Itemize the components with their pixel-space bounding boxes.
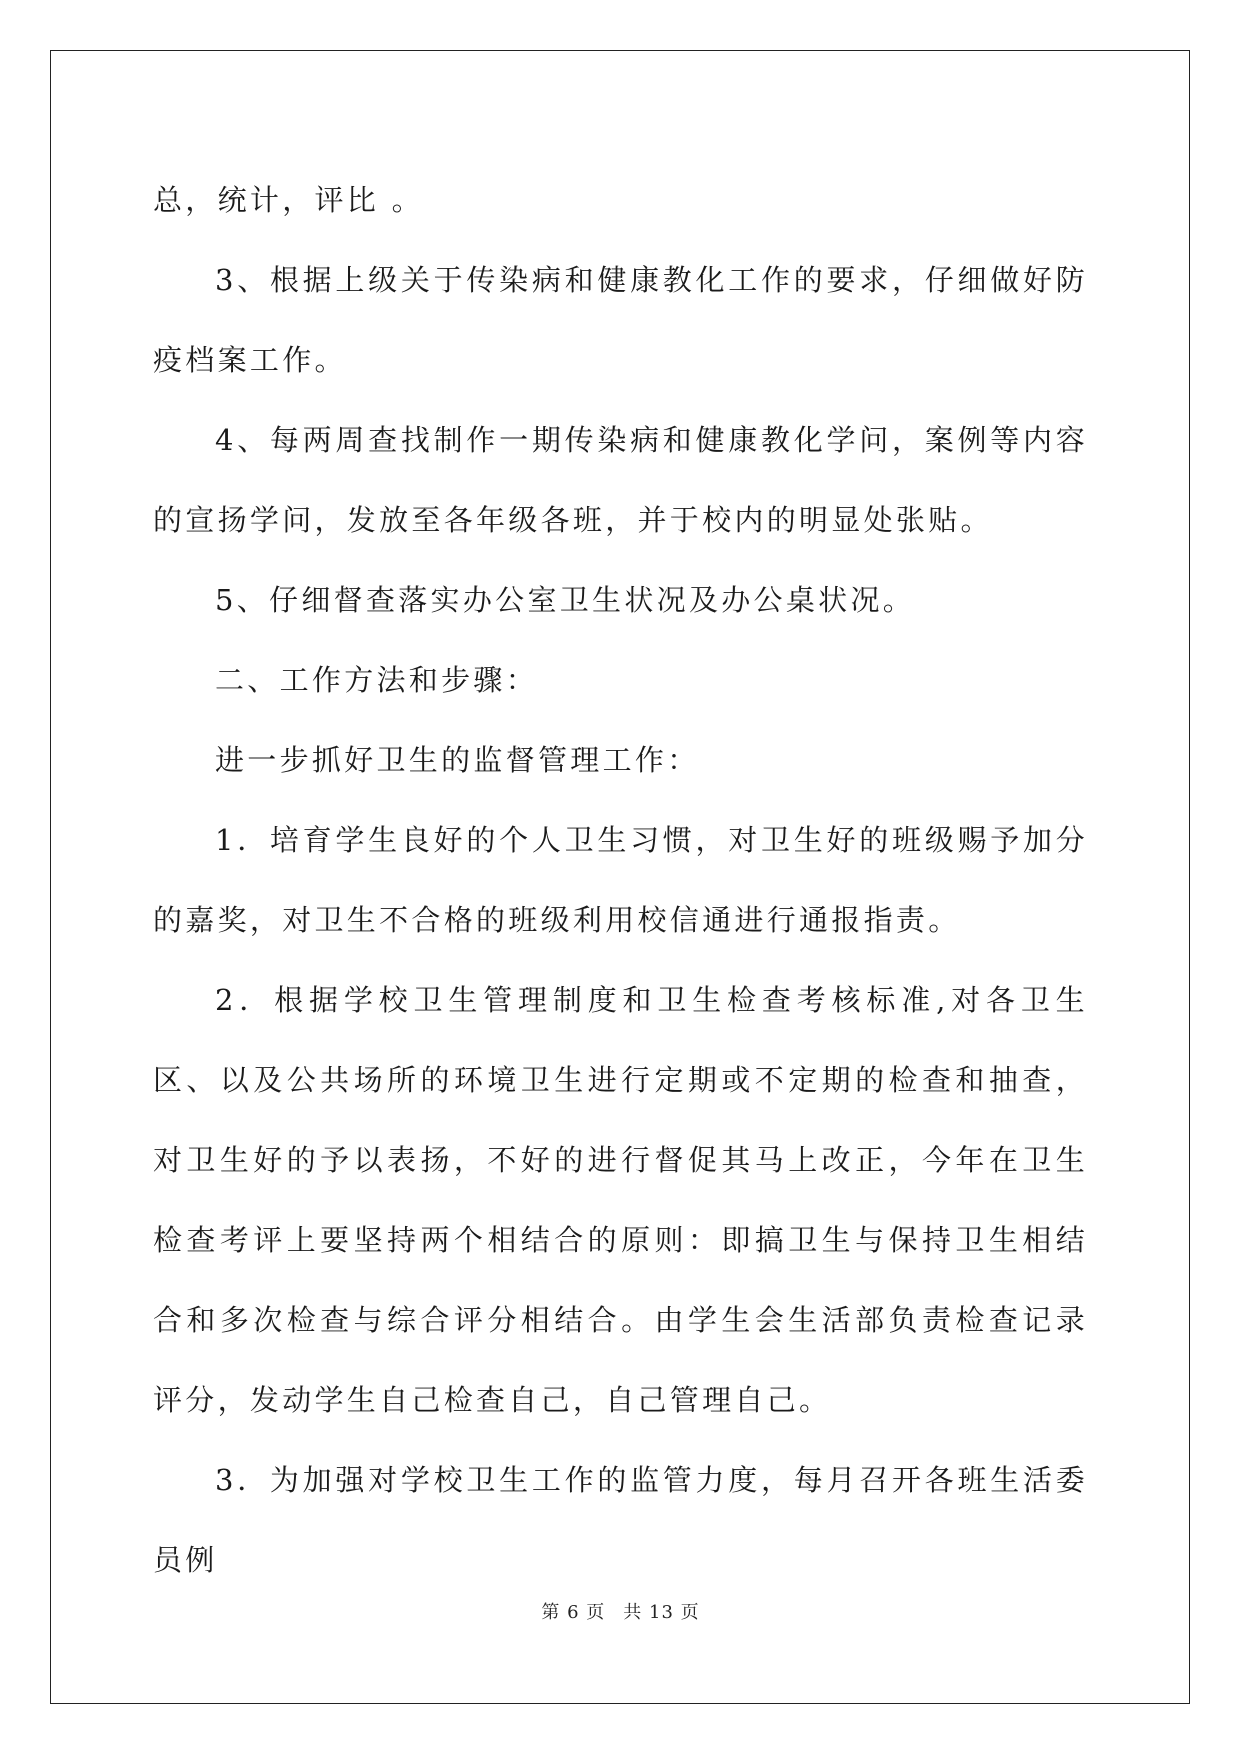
paragraph-8: 2．根据学校卫生管理制度和卫生检查考核标准,对各卫生区、以及公共场所的环境卫生进行定期或不定期的检查和抽查，对卫生好的予以表扬，不好的进行督促其马上改正，今年在卫生检查考评上要坚持两个相结合的原则：即搞卫生与保持卫生相结合和多次检查与综合评分相结合。由学生会生活部负责检查记录评分，发动学生自己检查自己，自己管理自己。 (153, 983, 1088, 1417)
paragraph-2: 3、根据上级关于传染病和健康教化工作的要求，仔细做好防疫档案工作。 (153, 263, 1088, 377)
paragraph-9: 3．为加强对学校卫生工作的监管力度，每月召开各班生活委员例 (153, 1463, 1088, 1577)
paragraph-5: 二、工作方法和步骤： (215, 663, 539, 697)
paragraph-1: 总，统计，评比 。 (153, 183, 424, 217)
page-number: 第 6 页 (541, 1602, 606, 1623)
page-total: 共 13 页 (623, 1602, 700, 1623)
page-footer (0, 1598, 1241, 1624)
paragraph-7: 1．培育学生良好的个人卫生习惯，对卫生好的班级赐予加分的嘉奖，对卫生不合格的班级利用校信通进行通报指责。 (153, 823, 1088, 937)
paragraph-4: 5、仔细督查落实办公室卫生状况及办公桌状况。 (215, 583, 916, 617)
paragraph-6: 进一步抓好卫生的监督管理工作： (215, 743, 700, 777)
document-body (153, 160, 1088, 1600)
paragraph-3: 4、每两周查找制作一期传染病和健康教化学问，案例等内容的宣扬学问，发放至各年级各班，并于校内的明显处张贴。 (153, 423, 1088, 537)
